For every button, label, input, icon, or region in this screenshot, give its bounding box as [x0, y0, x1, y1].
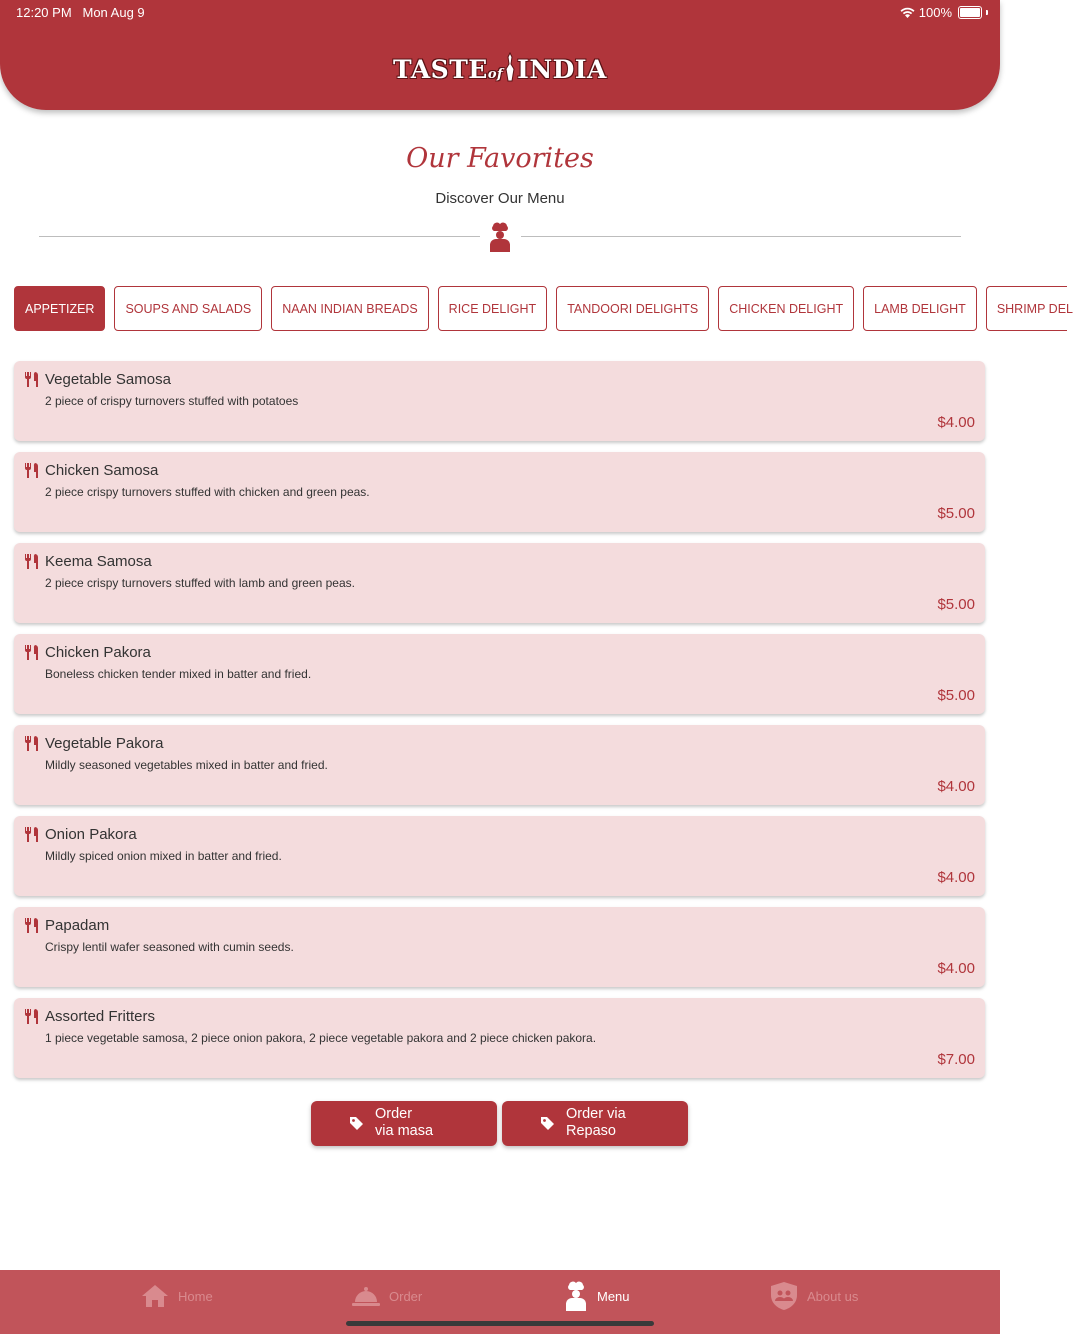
menu-item[interactable] — [14, 361, 985, 441]
nav-menu[interactable]: Menu — [564, 1270, 630, 1322]
item-price: $4.00 — [937, 414, 975, 431]
item-name: Onion Pakora — [45, 826, 137, 843]
category-tabs — [14, 286, 1073, 331]
chef-icon — [488, 222, 512, 252]
menu-item[interactable] — [14, 543, 985, 623]
item-name: Vegetable Pakora — [45, 735, 164, 752]
item-price: $4.00 — [937, 778, 975, 795]
item-description: Boneless chicken tender mixed in batter and fried. — [45, 667, 312, 681]
menu-item[interactable] — [14, 725, 985, 805]
tab-tandoori-delights[interactable]: TANDOORI DELIGHTS — [556, 286, 709, 331]
item-description: 2 piece crispy turnovers stuffed with chicken and green peas. — [45, 485, 370, 499]
status-right — [900, 5, 988, 20]
item-price: $5.00 — [937, 505, 975, 522]
fork-knife-icon — [24, 372, 40, 387]
item-name: Keema Samosa — [45, 553, 152, 570]
fork-knife-icon — [24, 463, 40, 478]
item-price: $7.00 — [937, 1051, 975, 1068]
item-description: Crispy lentil wafer seasoned with cumin seeds. — [45, 940, 294, 954]
tab-lamb-delight[interactable]: LAMB DELIGHT — [863, 286, 977, 331]
item-description: Mildly seasoned vegetables mixed in batter and fried. — [45, 758, 328, 772]
fork-knife-icon — [24, 827, 40, 842]
status-time: 12:20 PM Mon Aug 9 — [16, 5, 145, 20]
order-via-masa-button[interactable]: Order via masa — [311, 1101, 497, 1146]
menu-item[interactable] — [14, 907, 985, 987]
chef-icon — [564, 1281, 588, 1311]
item-description: 2 piece crispy turnovers stuffed with lamb and green peas. — [45, 576, 355, 590]
item-name: Papadam — [45, 917, 110, 934]
price-tag-icon — [349, 1116, 364, 1131]
menu-item[interactable] — [14, 998, 985, 1078]
tab-naan-indian-breads[interactable]: NAAN INDIAN BREADS — [271, 286, 428, 331]
fork-knife-icon — [24, 736, 40, 751]
tab-appetizer[interactable]: APPETIZER — [14, 286, 105, 331]
section-subtitle: Discover Our Menu — [435, 190, 565, 207]
tab-rice-delight[interactable]: RICE DELIGHT — [438, 286, 548, 331]
item-price: $4.00 — [937, 869, 975, 886]
fork-knife-icon — [24, 554, 40, 569]
app-header — [0, 0, 1000, 110]
divider-left — [39, 236, 480, 237]
menu-item-list — [14, 361, 985, 1089]
fork-knife-icon — [24, 1009, 40, 1024]
item-name: Vegetable Samosa — [45, 371, 171, 388]
tab-shrimp-delight[interactable]: SHRIMP DEL — [986, 286, 1067, 331]
nav-order[interactable]: Order — [352, 1270, 422, 1322]
nav-about-us[interactable]: About us — [770, 1270, 858, 1322]
tab-soups-and-salads[interactable]: SOUPS AND SALADS — [114, 286, 262, 331]
tab-chicken-delight[interactable]: CHICKEN DELIGHT — [718, 286, 854, 331]
home-icon — [141, 1284, 169, 1308]
menu-item[interactable] — [14, 816, 985, 896]
item-name: Assorted Fritters — [45, 1008, 156, 1025]
fork-knife-icon — [24, 645, 40, 660]
shield-people-icon — [770, 1281, 798, 1311]
item-price: $5.00 — [937, 596, 975, 613]
item-price: $5.00 — [937, 687, 975, 704]
item-description: 1 piece vegetable samosa, 2 piece onion pakora, 2 piece vegetable pakora and 2 piece chicken pakora. — [45, 1031, 597, 1045]
battery-icon — [958, 6, 982, 19]
section-title: Our Favorites — [406, 143, 594, 174]
order-via-repaso-button[interactable]: Order via Repaso — [502, 1101, 688, 1146]
item-name: Chicken Pakora — [45, 644, 151, 661]
wifi-icon — [900, 7, 915, 18]
item-price: $4.00 — [937, 960, 975, 977]
menu-item[interactable] — [14, 452, 985, 532]
nav-home[interactable]: Home — [141, 1270, 213, 1322]
menu-item[interactable] — [14, 634, 985, 714]
price-tag-icon — [540, 1116, 555, 1131]
item-description: 2 piece of crispy turnovers stuffed with potatoes — [45, 394, 299, 408]
cloche-icon — [352, 1285, 380, 1307]
divider-right — [521, 236, 961, 237]
fork-knife-icon — [24, 918, 40, 933]
dancer-logo-icon — [504, 52, 516, 82]
home-indicator — [346, 1321, 654, 1326]
logo: TASTEof INDIA — [0, 52, 1000, 84]
battery-percent: 100% — [918, 5, 952, 20]
item-description: Mildly spiced onion mixed in batter and fried. — [45, 849, 282, 863]
item-name: Chicken Samosa — [45, 462, 159, 479]
